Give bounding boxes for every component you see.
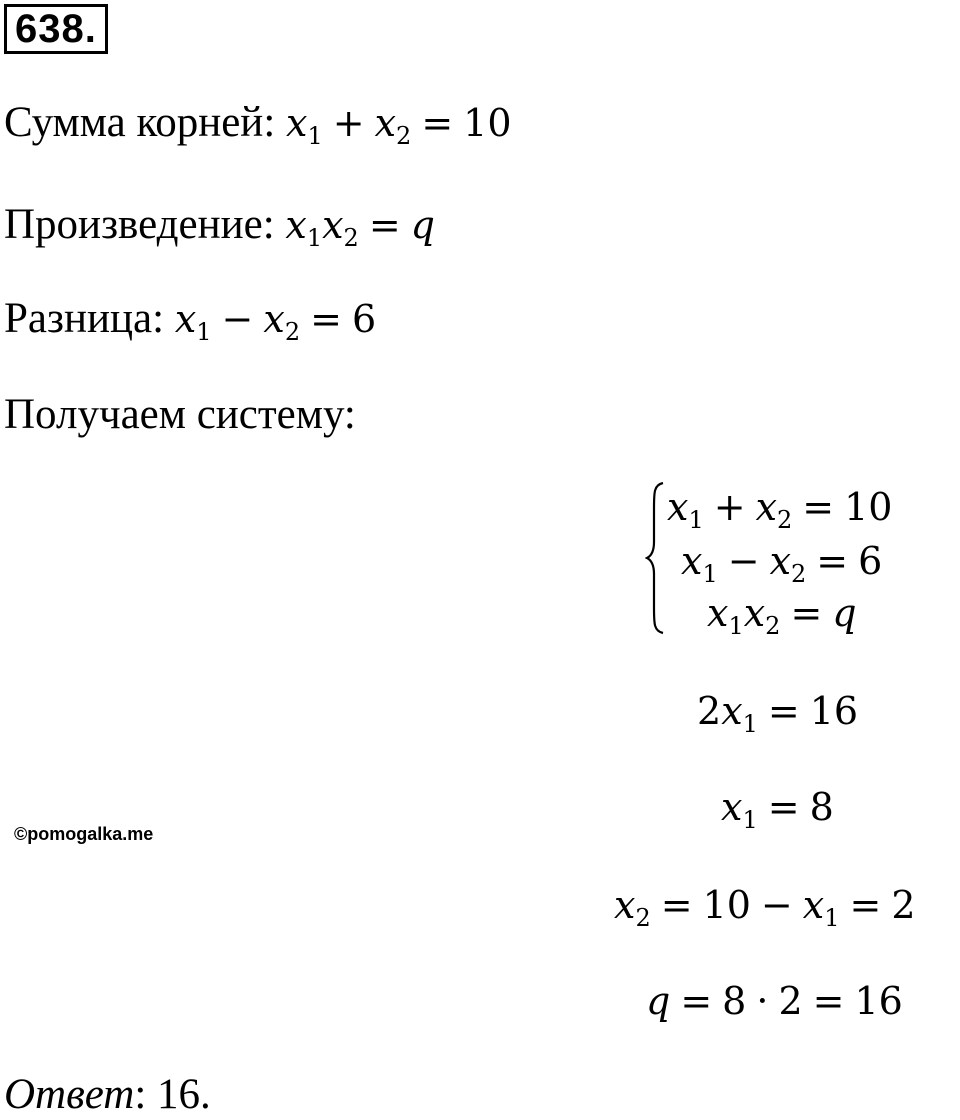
answer-value: : 16.: [134, 1071, 211, 1118]
step3-mid: 10: [702, 883, 751, 927]
product-label: Произведение:: [4, 201, 275, 248]
system-row-difference: $x_1 - x_2 = 6$: [681, 539, 883, 588]
difference-line: [4, 294, 376, 357]
step-x1-value: $x_1 = 8$: [721, 785, 834, 834]
sum-value: 10: [463, 101, 512, 145]
sum-formula: $x_1 + x_2 = 10$: [286, 101, 512, 150]
system-row-product: $x_1x_2 = q$: [707, 591, 857, 640]
step3-rhs: 2: [891, 883, 916, 927]
step4-rhs: 16: [854, 979, 903, 1023]
step4-b: 2: [778, 979, 803, 1023]
step4-a: 8: [722, 979, 747, 1023]
product-formula: $x_1x_2 = q$: [285, 203, 435, 252]
answer-label: Ответ: [4, 1071, 135, 1118]
difference-value: 6: [351, 297, 377, 341]
difference-label: Разница:: [4, 295, 165, 342]
step1-coef: 2: [697, 689, 722, 733]
sum-line: [4, 98, 512, 161]
step-double-x1: $2x_1 = 16$: [697, 689, 859, 738]
difference-formula: $x_1 - x_2 = 6$: [174, 297, 377, 346]
system-row-sum: $x_1 + x_2 = 10$: [667, 485, 893, 534]
step1-rhs: 16: [809, 689, 859, 733]
equation-system: [645, 480, 955, 640]
step-q-value: q = 8 · 2 = 16: [646, 979, 903, 1023]
brace-icon: [645, 480, 667, 636]
system-intro: Получаем систему:: [4, 391, 356, 438]
step-x2-value: $x_2 = 10 - x_1 = 2$: [614, 883, 916, 932]
step2-rhs: 8: [809, 785, 834, 829]
answer-line: [4, 1070, 211, 1120]
product-line: [4, 200, 435, 263]
system-row2-value: 6: [858, 539, 883, 583]
system-row1-value: 10: [844, 485, 893, 529]
watermark: ©pomogalka.me: [14, 824, 154, 844]
sum-label: Сумма корней:: [4, 99, 276, 146]
problem-number: 638.: [4, 4, 108, 54]
